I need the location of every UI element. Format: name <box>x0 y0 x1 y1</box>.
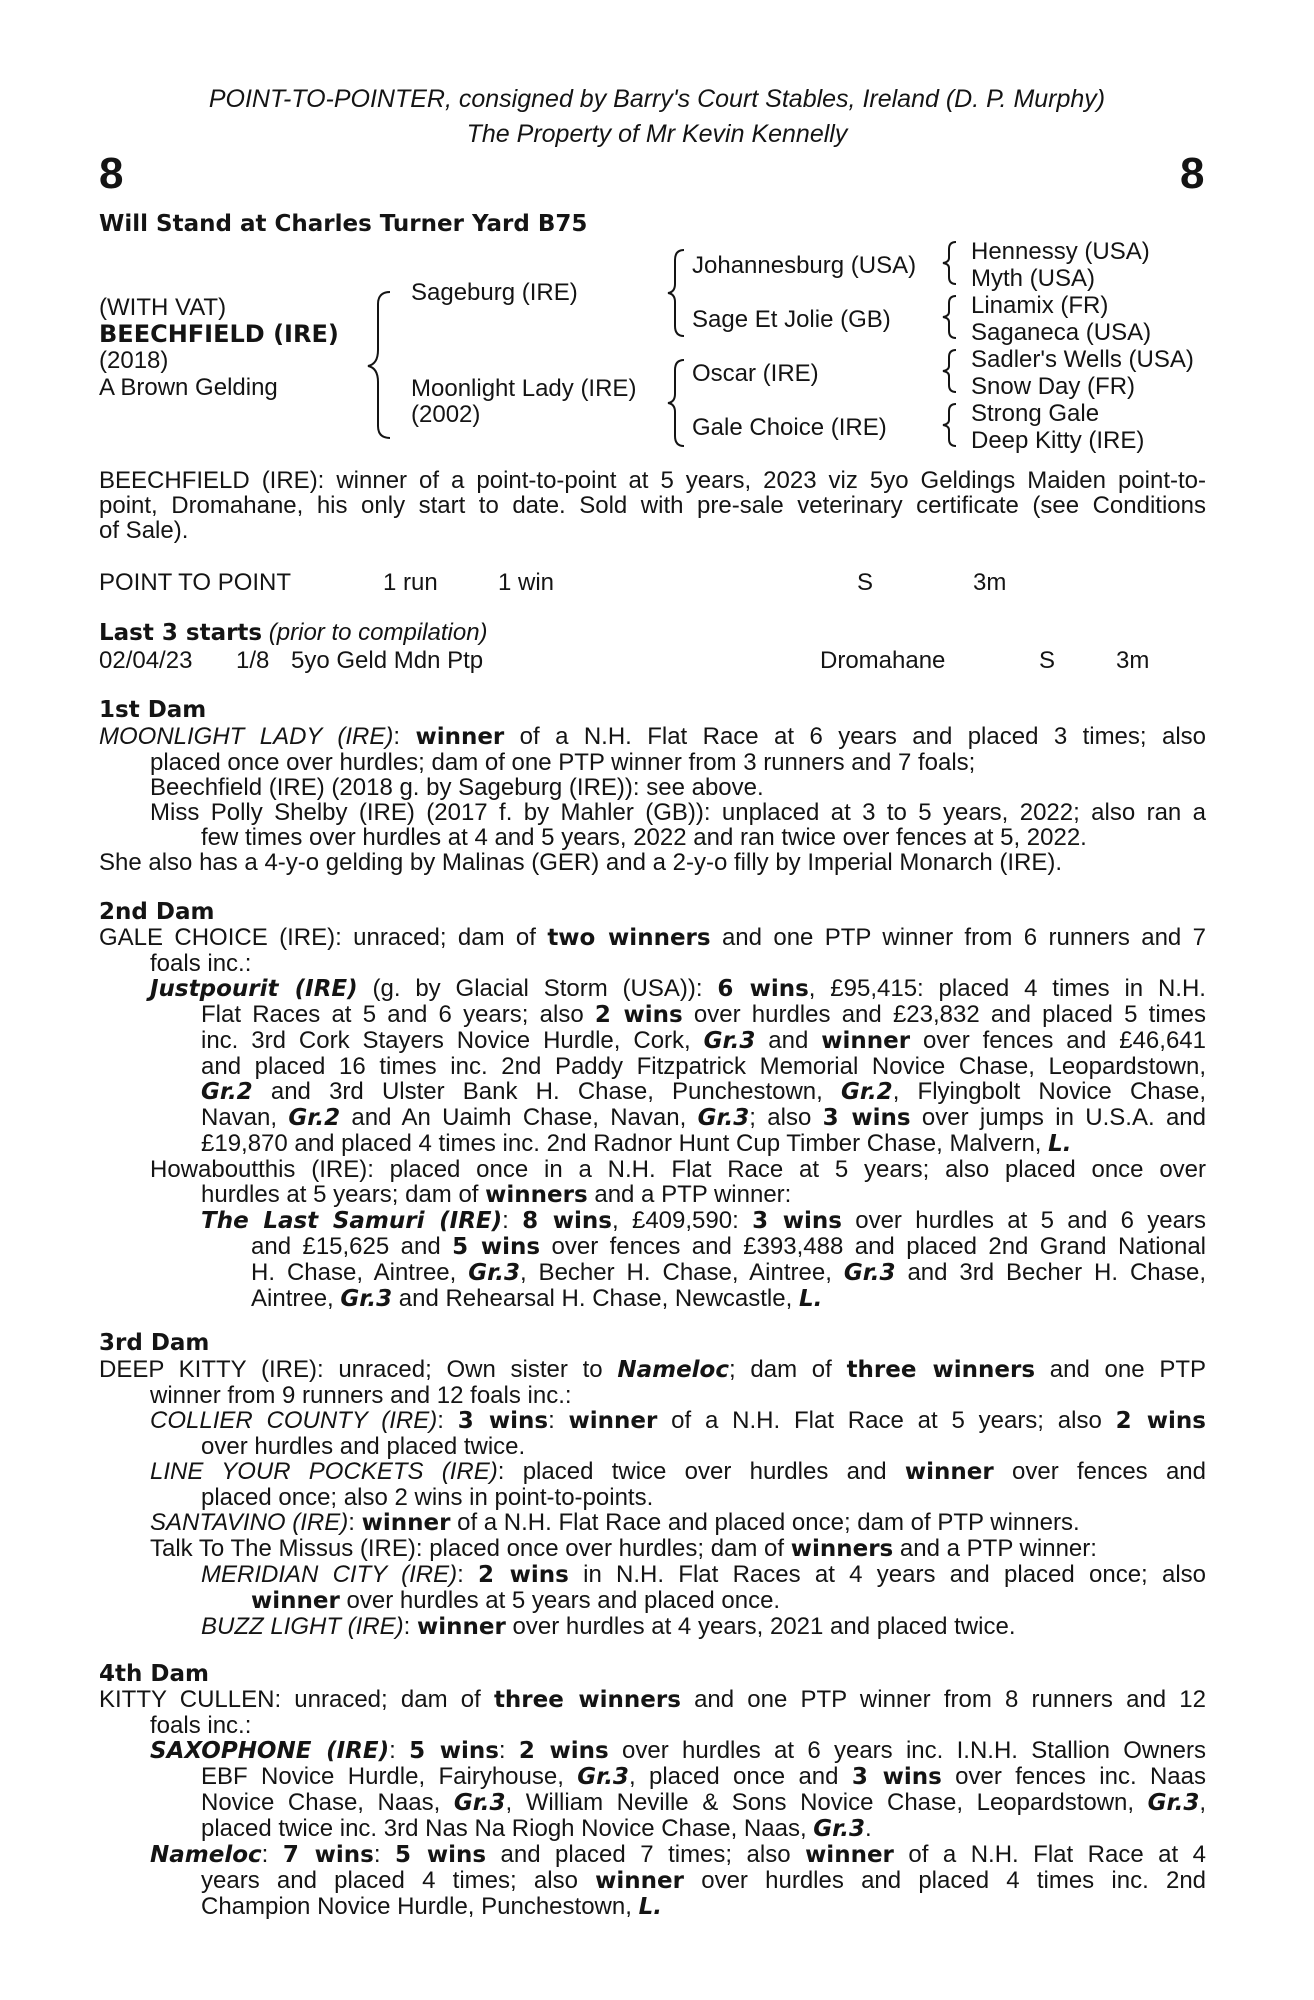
text: over hurdles and £23,832 and placed 5 times <box>682 1001 1207 1028</box>
bold-text: 5 wins <box>395 1842 487 1868</box>
bold-text: 8 wins <box>522 1208 612 1234</box>
second-dam-text <box>99 925 1206 1312</box>
text: and one PTP <box>1035 1356 1207 1383</box>
text: over hurdles at 4 years, 2021 and placed twice. <box>505 1613 1016 1640</box>
text: ; also <box>749 1104 823 1131</box>
lot-number-left: 8 <box>99 149 124 198</box>
text: EBF Novice Hurdle, Fairyhouse, <box>201 1763 578 1790</box>
text: : <box>548 1407 569 1434</box>
text: Flat Races at 5 and 6 years; also <box>201 1001 595 1028</box>
text: and <box>755 1027 822 1054</box>
text: , £409,590: <box>611 1207 753 1234</box>
text: (g. by Glacial Storm (USA)): <box>357 975 718 1002</box>
text: GALE CHOICE (IRE): unraced; dam of <box>99 924 548 951</box>
text: and £15,625 and <box>251 1233 453 1260</box>
text: and An Uaimh Chase, Navan, <box>340 1104 698 1131</box>
last-starts-title: Last 3 starts <box>99 620 263 646</box>
black-type-name: Justpourit (IRE) <box>150 976 358 1002</box>
first-dam-heading: 1st Dam <box>99 697 207 723</box>
grade: L. <box>1048 1131 1072 1157</box>
text: inc. 3rd Cork Stayers Novice Hurdle, Cork, <box>201 1027 704 1054</box>
horse-year: (2018) <box>99 347 169 374</box>
pedigree-dsd: Snow Day (FR) <box>971 373 1136 400</box>
pedigree-sss: Hennessy (USA) <box>971 238 1150 265</box>
grade: Gr.3 <box>703 1028 756 1054</box>
bold-text: 3 wins <box>822 1105 911 1131</box>
third-dam-heading: 3rd Dam <box>99 1330 210 1356</box>
pedigree-brace-sire <box>670 248 694 338</box>
pedigree-sdd: Saganeca (USA) <box>971 319 1152 346</box>
text: in N.H. Flat Races at 4 years and placed once; also <box>568 1561 1206 1588</box>
text: : <box>348 1509 362 1536</box>
text-line: placed once; also 2 wins in point-to-points. <box>201 1484 654 1511</box>
first-dam-text <box>99 724 1206 875</box>
bold-text: winner <box>805 1842 894 1868</box>
pedigree-ddd: Deep Kitty (IRE) <box>971 427 1145 454</box>
pedigree-sire-dam: Sage Et Jolie (GB) <box>692 306 891 333</box>
text: of a N.H. Flat Race at 4 <box>893 1841 1207 1868</box>
lot-number-right: 8 <box>1180 149 1205 198</box>
grade: Gr.3 <box>1147 1790 1200 1816</box>
bold-text: 2 wins <box>478 1562 569 1588</box>
bold-text: winner <box>361 1510 451 1536</box>
bold-text: 3 wins <box>752 1208 842 1234</box>
text: over fences and <box>993 1458 1206 1485</box>
bold-text: two winners <box>547 925 711 951</box>
pedigree-brace-ds <box>944 348 964 394</box>
text: Novice Chase, Naas, <box>201 1789 454 1816</box>
vat-note: (WITH VAT) <box>99 294 227 321</box>
start-position: 1/8 <box>236 647 270 674</box>
text: and 3rd Becher H. Chase, <box>895 1259 1207 1286</box>
record-distance: 3m <box>973 569 1007 596</box>
text-line: winner from 9 runners and 12 foals inc.: <box>150 1382 572 1409</box>
bold-text: 2 wins <box>518 1738 609 1764</box>
grade: Gr.3 <box>340 1286 393 1312</box>
summary-line: BEECHFIELD (IRE): winner of a point-to-point at 5 years, 2023 viz 5yo Geldings Maiden point-to- <box>99 467 1206 494</box>
grade: Gr.2 <box>841 1079 893 1105</box>
dam-name: MOONLIGHT LADY (IRE) <box>99 723 394 750</box>
start-course: Dromahane <box>820 647 946 674</box>
text: over fences and £46,641 <box>910 1027 1206 1054</box>
text: over fences and £393,488 and placed 2nd Grand National <box>540 1233 1206 1260</box>
black-type-name: Nameloc <box>150 1842 262 1868</box>
grade: L. <box>638 1894 662 1920</box>
text: . <box>864 1815 872 1842</box>
bold-text: 3 wins <box>457 1408 549 1434</box>
grade: Gr.3 <box>813 1816 865 1842</box>
text: , William Neville & Sons Novice Chase, Leopardstown, <box>505 1789 1148 1816</box>
text: : <box>498 1737 519 1764</box>
grade: Gr.3 <box>843 1260 896 1286</box>
text: and a PTP winner: <box>893 1535 1097 1562</box>
bold-text: 5 wins <box>409 1738 499 1764</box>
text: : <box>403 1613 418 1640</box>
text: , <box>1199 1789 1206 1816</box>
grade: Gr.3 <box>453 1790 506 1816</box>
text-line: over hurdles and placed twice. <box>201 1433 526 1460</box>
record-going: S <box>857 569 874 596</box>
pedigree-sire: Sageburg (IRE) <box>411 279 578 306</box>
bold-text: three winners <box>493 1687 681 1713</box>
text: : placed twice over hurdles and <box>497 1458 905 1485</box>
text-line: and placed 16 times inc. 2nd Paddy Fitzpatrick Memorial Novice Chase, Leopardstown, <box>201 1053 1206 1080</box>
pedigree-dam-sire: Oscar (IRE) <box>692 360 819 387</box>
produce-line: Miss Polly Shelby (IRE) (2017 f. by Mahler (GB)): unplaced at 3 to 5 years, 2022; also ran a <box>150 799 1206 826</box>
stand-location: Will Stand at Charles Turner Yard B75 <box>99 211 588 237</box>
pedigree-brace-main <box>372 290 402 440</box>
start-date: 02/04/23 <box>99 647 193 674</box>
text: : <box>261 1841 283 1868</box>
bold-text: winner <box>821 1028 911 1054</box>
pedigree-brace-sd <box>944 294 964 340</box>
produce-line: Beechfield (IRE) (2018 g. by Sageburg (IRE)): see above. <box>150 774 764 801</box>
text: over hurdles at 5 years and placed once. <box>339 1587 781 1614</box>
black-type-name: The Last Samuri (IRE) <box>201 1208 503 1234</box>
text: over fences inc. Naas <box>941 1763 1207 1790</box>
horse-description: A Brown Gelding <box>99 374 278 401</box>
text: £19,870 and placed 4 times inc. 2nd Radnor Hunt Cup Timber Chase, Malvern, <box>201 1130 1049 1157</box>
third-dam-text <box>99 1357 1206 1640</box>
text: : <box>393 723 416 750</box>
grade: Gr.3 <box>697 1105 750 1131</box>
grade: Gr.2 <box>201 1079 253 1105</box>
pedigree-dam: Moonlight Lady (IRE) <box>411 375 637 402</box>
bold-text: winner <box>415 724 505 750</box>
bold-text: winner <box>904 1459 994 1485</box>
consignor-line: POINT-TO-POINTER, consigned by Barry's Court Stables, Ireland (D. P. Murphy) <box>208 85 1106 113</box>
text: H. Chase, Aintree, <box>251 1259 469 1286</box>
bold-text: winners <box>485 1182 588 1208</box>
bold-text: winner <box>595 1868 684 1894</box>
start-race: 5yo Geld Mdn Ptp <box>291 647 484 674</box>
text: ; dam of <box>729 1356 847 1383</box>
pedigree-sire-sire: Johannesburg (USA) <box>692 252 917 279</box>
winner-name: BUZZ LIGHT (IRE) <box>201 1613 404 1640</box>
pedigree-ssd: Myth (USA) <box>971 265 1096 292</box>
horse-summary <box>99 468 1206 543</box>
winner-name: SANTAVINO (IRE) <box>150 1509 349 1536</box>
pedigree-dss: Sadler's Wells (USA) <box>971 346 1194 373</box>
winner-name: LINE YOUR POCKETS (IRE) <box>150 1458 498 1485</box>
bold-text: 3 wins <box>851 1764 942 1790</box>
bold-text: 6 wins <box>717 976 809 1002</box>
text: and 3rd Ulster Bank H. Chase, Punchestown, <box>252 1078 841 1105</box>
pedigree-brace-dd <box>944 402 964 448</box>
bold-text: 5 wins <box>452 1234 541 1260</box>
text: over hurdles and placed 4 times inc. 2nd <box>684 1867 1207 1894</box>
horse-name: BEECHFIELD (IRE) <box>99 320 339 348</box>
text: : <box>457 1561 479 1588</box>
last-starts-note: (prior to compilation) <box>268 619 488 646</box>
text: , placed once and <box>628 1763 852 1790</box>
text: and one PTP winner from 6 runners and 7 <box>710 924 1206 951</box>
pedigree-dam-dam: Gale Choice (IRE) <box>692 414 887 441</box>
text-line: few times over hurdles at 4 and 5 years, 2022 and ran twice over fences at 5, 2022. <box>201 824 1087 851</box>
text: : <box>373 1841 395 1868</box>
text: , Flyingbolt Novice Chase, <box>892 1078 1206 1105</box>
bold-text: three winners <box>846 1357 1036 1383</box>
record-type: POINT TO POINT <box>99 569 292 596</box>
bold-text: winner <box>417 1614 506 1640</box>
last-starts-heading <box>99 619 488 647</box>
bold-text: 2 wins <box>594 1002 683 1028</box>
text: over hurdles at 6 years inc. I.N.H. Stallion Owners <box>608 1737 1206 1764</box>
bold-text: winners <box>790 1536 894 1562</box>
bold-text: winner <box>568 1408 658 1434</box>
text: Talk To The Missus (IRE): placed once over hurdles; dam of <box>150 1535 791 1562</box>
summary-line: of Sale). <box>99 517 189 544</box>
text: : <box>502 1207 523 1234</box>
text: : <box>389 1737 410 1764</box>
text: and one PTP winner from 8 runners and 12 <box>680 1686 1206 1713</box>
grade: L. <box>798 1286 823 1312</box>
winner-name: MERIDIAN CITY (IRE) <box>201 1561 458 1588</box>
text: KITTY CULLEN: unraced; dam of <box>99 1686 494 1713</box>
text: hurdles at 5 years; dam of <box>201 1181 486 1208</box>
bold-text: winner <box>251 1588 340 1614</box>
text: , £95,415: placed 4 times in N.H. <box>808 975 1206 1002</box>
black-type-name: SAXOPHONE (IRE) <box>150 1738 390 1764</box>
second-dam-heading: 2nd Dam <box>99 899 215 925</box>
text: Champion Novice Hurdle, Punchestown, <box>201 1893 639 1920</box>
text: and placed 7 times; also <box>486 1841 806 1868</box>
grade: Gr.2 <box>288 1105 341 1131</box>
fourth-dam-text <box>99 1687 1206 1920</box>
record-runs: 1 run <box>383 569 438 596</box>
start-distance: 3m <box>1116 647 1150 674</box>
start-going: S <box>1039 647 1056 674</box>
text-line: placed once over hurdles; dam of one PTP winner from 3 runners and 7 foals; <box>150 749 976 776</box>
text: of a N.H. Flat Race at 6 years and placed 3 times; also <box>504 723 1206 750</box>
text: DEEP KITTY (IRE): unraced; Own sister to <box>99 1356 618 1383</box>
text: over hurdles at 5 and 6 years <box>841 1207 1206 1234</box>
text-line: She also has a 4-y-o gelding by Malinas (GER) and a 2-y-o filly by Imperial Monarch (IRE). <box>99 849 1063 876</box>
winner-name: COLLIER COUNTY (IRE) <box>150 1407 438 1434</box>
text: years and placed 4 times; also <box>201 1867 596 1894</box>
grade: Gr.3 <box>577 1764 629 1790</box>
text: of a N.H. Flat Race at 5 years; also <box>657 1407 1116 1434</box>
black-type-name: Nameloc <box>617 1357 729 1383</box>
pedigree-brace-dam <box>670 358 694 448</box>
text-line: foals inc.: <box>150 1712 252 1739</box>
text-line: foals inc.: <box>150 950 252 977</box>
fourth-dam-heading: 4th Dam <box>99 1661 209 1687</box>
record-wins: 1 win <box>498 569 555 596</box>
text: Navan, <box>201 1104 289 1131</box>
text: placed twice inc. 3rd Nas Na Riogh Novice Chase, Naas, <box>201 1815 814 1842</box>
text: , Becher H. Chase, Aintree, <box>519 1259 844 1286</box>
pedigree-dds: Strong Gale <box>971 400 1100 427</box>
grade: Gr.3 <box>468 1260 520 1286</box>
text: and Rehearsal H. Chase, Newcastle, <box>392 1285 799 1312</box>
summary-line: point, Dromahane, his only start to date. Sold with pre-sale veterinary certificate (see Conditions <box>99 492 1206 519</box>
text: and a PTP winner: <box>587 1181 792 1208</box>
property-line: The Property of Mr Kevin Kennelly <box>466 120 848 148</box>
pedigree-sds: Linamix (FR) <box>971 292 1109 319</box>
text: Aintree, <box>251 1285 341 1312</box>
pedigree-dam-year: (2002) <box>411 401 481 428</box>
bold-text: 7 wins <box>282 1842 374 1868</box>
pedigree-brace-ss <box>944 240 964 286</box>
text: : <box>437 1407 458 1434</box>
text: of a N.H. Flat Race and placed once; dam of PTP winners. <box>450 1509 1080 1536</box>
bold-text: 2 wins <box>1115 1408 1206 1434</box>
text-line: Howaboutthis (IRE): placed once in a N.H. Flat Race at 5 years; also placed once over <box>150 1156 1206 1183</box>
text: over jumps in U.S.A. and <box>910 1104 1207 1131</box>
